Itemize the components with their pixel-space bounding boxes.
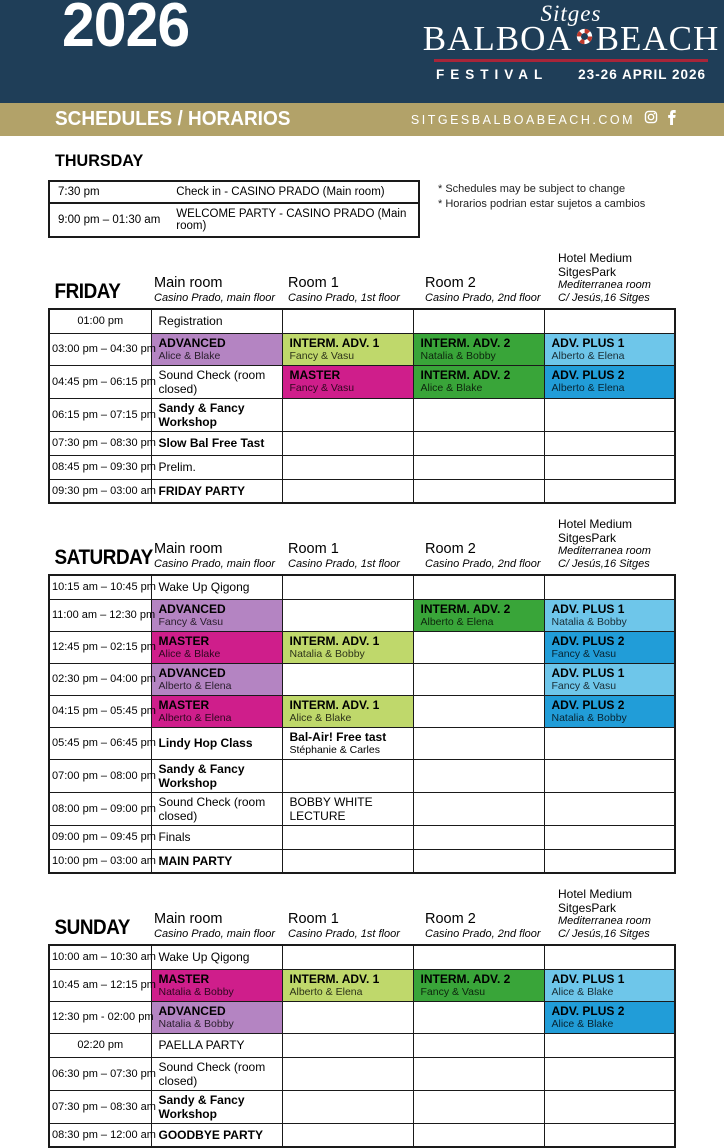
table-row <box>49 825 675 849</box>
time-cell: 08:00 pm – 09:00 pm <box>49 792 151 825</box>
column-room-detail: Casino Prado, main floor <box>154 558 276 570</box>
time-cell: 09:30 pm – 03:00 am <box>49 479 151 503</box>
class-cell <box>282 1123 413 1147</box>
class-title: Sound Check (room closed) <box>158 1059 266 1088</box>
class-cell <box>151 1033 282 1057</box>
column-room-name: Room 1 <box>288 541 339 557</box>
time-cell: 02:30 pm – 04:00 pm <box>49 663 151 695</box>
column-room-detail: Casino Prado, 1st floor <box>288 558 400 570</box>
class-title: INTERM. ADV. 2 <box>420 971 511 986</box>
class-title: Finals <box>158 830 191 844</box>
time-cell: 04:15 pm – 05:45 pm <box>49 695 151 727</box>
class-cell <box>151 1090 282 1123</box>
class-title: Sound Check (room closed) <box>158 794 266 823</box>
schedules-bar <box>0 103 724 136</box>
class-title: ADV. PLUS 1 <box>551 601 625 616</box>
class-cell <box>413 759 544 792</box>
table-row <box>49 398 675 431</box>
column-header <box>152 911 286 941</box>
class-title: INTERM. ADV. 1 <box>289 697 380 712</box>
column-header <box>556 887 678 941</box>
class-cell <box>151 398 282 431</box>
class-cell <box>413 1001 544 1033</box>
class-teachers: Alberto & Elena <box>289 985 363 998</box>
class-title: Sandy & Fancy Workshop <box>158 400 245 429</box>
time-cell: 7:30 pm <box>58 186 100 198</box>
class-cell <box>544 825 675 849</box>
class-cell <box>151 599 282 631</box>
class-teachers: Alice & Blake <box>289 711 352 724</box>
class-cell <box>413 663 544 695</box>
class-cell <box>282 599 413 631</box>
schedule-notes <box>438 182 645 212</box>
class-title: PAELLA PARTY <box>158 1038 245 1052</box>
column-room-name: Main room <box>154 275 223 291</box>
column-room-name: Room 1 <box>288 911 339 927</box>
day-header-row <box>48 251 676 308</box>
table-row <box>49 727 675 759</box>
class-title: Wake Up Qigong <box>158 950 250 965</box>
class-title: INTERM. ADV. 2 <box>420 601 511 616</box>
class-teachers: Fancy & Vasu <box>289 382 355 394</box>
class-cell <box>282 792 413 825</box>
class-teachers: Stéphanie & Carles <box>289 743 380 756</box>
column-room-detail: C/ Jesús,16 Sitges <box>558 292 650 304</box>
class-cell <box>544 695 675 727</box>
class-cell <box>413 792 544 825</box>
class-title: ADV. PLUS 2 <box>551 368 625 382</box>
festival-dates: 23-26 APRIL 2026 <box>578 66 706 82</box>
class-cell <box>413 431 544 455</box>
class-cell <box>544 969 675 1001</box>
time-cell: 07:30 pm – 08:30 am <box>49 1090 151 1123</box>
class-cell <box>282 431 413 455</box>
logo-festival-label: FESTIVAL <box>436 66 549 82</box>
class-title: Sandy & Fancy Workshop <box>158 761 245 790</box>
day-schedule-table <box>48 944 676 1148</box>
class-title: Prelim. <box>158 460 196 474</box>
class-cell <box>413 695 544 727</box>
class-cell <box>413 1090 544 1123</box>
class-cell <box>151 431 282 455</box>
column-venue-name: Hotel Medium SitgesPark <box>558 517 633 545</box>
class-title: Registration <box>158 314 223 329</box>
logo-word-beach: BEACH <box>595 19 720 58</box>
class-title: ADV. PLUS 2 <box>551 697 625 712</box>
class-cell <box>544 309 675 333</box>
day-title-saturday: SATURDAY <box>54 546 153 569</box>
column-room-detail: Casino Prado, main floor <box>154 928 276 940</box>
class-title: INTERM. ADV. 2 <box>420 335 511 350</box>
class-title: ADV. PLUS 1 <box>551 971 625 986</box>
year-title: 2026 <box>62 0 190 60</box>
class-teachers: Alberto & Elena <box>158 711 232 724</box>
time-cell: 06:15 pm – 07:15 pm <box>49 398 151 431</box>
class-cell <box>282 631 413 663</box>
column-header <box>286 911 423 941</box>
schedules-title: SCHEDULES / HORARIOS <box>55 108 291 130</box>
logo-red-rule <box>434 59 708 62</box>
class-cell <box>544 727 675 759</box>
class-cell <box>544 431 675 455</box>
class-teachers: Natalia & Bobby <box>158 1017 234 1030</box>
column-room-detail: Casino Prado, 2nd floor <box>425 292 541 304</box>
class-cell <box>544 631 675 663</box>
time-cell: 03:00 pm – 04:30 pm <box>49 333 151 365</box>
table-row <box>49 1090 675 1123</box>
class-title: Bal-Air! Free tast <box>289 729 387 744</box>
column-venue-name: Hotel Medium SitgesPark <box>558 251 633 279</box>
table-row <box>49 792 675 825</box>
class-cell <box>544 1090 675 1123</box>
class-cell <box>413 945 544 969</box>
instagram-icon[interactable] <box>644 110 658 129</box>
table-row <box>49 181 419 203</box>
class-title: MASTER <box>158 697 210 712</box>
column-header <box>286 275 423 305</box>
class-cell <box>544 479 675 503</box>
class-title: Sound Check (room closed) <box>158 367 266 396</box>
class-cell <box>544 398 675 431</box>
class-cell <box>413 599 544 631</box>
website-link[interactable]: SITGESBALBOABEACH.COM <box>410 112 635 127</box>
class-cell <box>413 575 544 599</box>
column-room-detail: Casino Prado, 2nd floor <box>425 558 541 570</box>
time-cell: 09:00 pm – 09:45 pm <box>49 825 151 849</box>
day-title-friday: FRIDAY <box>54 280 121 303</box>
column-header <box>556 251 678 305</box>
class-cell <box>544 849 675 873</box>
time-cell: 01:00 pm <box>49 309 151 333</box>
lifebuoy-icon <box>576 15 593 53</box>
class-cell <box>544 575 675 599</box>
class-title: ADV. PLUS 2 <box>551 1003 625 1018</box>
class-cell <box>282 365 413 398</box>
class-teachers: Alberto & Elena <box>551 382 625 394</box>
class-cell <box>544 945 675 969</box>
time-cell: 07:30 pm – 08:30 pm <box>49 431 151 455</box>
table-row <box>49 431 675 455</box>
class-cell <box>544 1057 675 1090</box>
class-cell <box>544 365 675 398</box>
class-cell <box>151 1123 282 1147</box>
festival-logo <box>422 1 720 82</box>
class-cell <box>413 849 544 873</box>
class-cell <box>282 455 413 479</box>
class-cell <box>151 333 282 365</box>
class-cell <box>413 1033 544 1057</box>
class-cell <box>282 1090 413 1123</box>
class-cell <box>151 727 282 759</box>
column-venue-name: Hotel Medium SitgesPark <box>558 887 633 915</box>
time-cell: 07:00 pm – 08:00 pm <box>49 759 151 792</box>
column-room-name: Room 2 <box>425 541 476 557</box>
column-room-detail: Casino Prado, 1st floor <box>288 928 400 940</box>
class-cell <box>282 663 413 695</box>
table-row <box>49 631 675 663</box>
class-cell <box>282 398 413 431</box>
time-cell: 12:30 pm - 02:00 pm <box>49 1001 151 1033</box>
table-row <box>49 849 675 873</box>
day-schedule-table <box>48 308 676 504</box>
day-header-row <box>48 887 676 944</box>
column-room-name: Main room <box>154 911 223 927</box>
logo-word-balboa: BALBOA <box>422 19 573 58</box>
table-row <box>49 479 675 503</box>
class-cell <box>544 759 675 792</box>
class-cell <box>151 792 282 825</box>
class-title: ADVANCED <box>158 601 226 616</box>
class-title: Slow Bal Free Tast <box>158 436 265 450</box>
column-header <box>556 517 678 571</box>
class-cell <box>282 825 413 849</box>
class-teachers: Alice & Blake <box>551 985 614 998</box>
class-title: GOODBYE PARTY <box>158 1127 263 1142</box>
day-section-saturday <box>48 517 676 874</box>
column-header <box>423 911 556 941</box>
class-cell <box>151 663 282 695</box>
column-header <box>286 541 423 571</box>
class-teachers: Natalia & Bobby <box>158 985 234 998</box>
table-row <box>49 455 675 479</box>
class-teachers: Natalia & Bobby <box>289 647 365 660</box>
table-row <box>49 575 675 599</box>
class-title: Sandy & Fancy Workshop <box>158 1092 245 1121</box>
class-cell <box>544 792 675 825</box>
thursday-section <box>48 151 676 238</box>
class-cell <box>151 365 282 398</box>
class-cell <box>413 727 544 759</box>
class-teachers: Fancy & Vasu <box>551 647 617 660</box>
column-header <box>152 541 286 571</box>
table-row <box>49 1033 675 1057</box>
column-room-name: Room 2 <box>425 911 476 927</box>
class-cell <box>413 333 544 365</box>
class-title: ADV. PLUS 2 <box>551 633 625 648</box>
class-title: ADVANCED <box>158 665 226 680</box>
class-teachers: Alice & Blake <box>158 349 221 362</box>
class-teachers: Alberto & Elena <box>158 679 232 692</box>
class-title: BOBBY WHITE LECTURE <box>289 794 373 823</box>
class-teachers: Fancy & Vasu <box>158 615 224 628</box>
column-room-detail: Casino Prado, 1st floor <box>288 292 400 304</box>
column-room-detail: Casino Prado, main floor <box>154 292 276 304</box>
class-cell <box>282 945 413 969</box>
note-line: * Horarios podrian estar sujetos a cambios <box>438 198 646 210</box>
class-cell <box>413 455 544 479</box>
class-title: INTERM. ADV. 1 <box>289 971 380 986</box>
class-cell <box>282 727 413 759</box>
class-title: ADV. PLUS 1 <box>551 665 625 680</box>
class-title: INTERM. ADV. 2 <box>420 368 511 382</box>
class-cell <box>151 759 282 792</box>
table-row <box>49 309 675 333</box>
class-teachers: Alberto & Elena <box>420 615 494 628</box>
column-room-detail: Mediterranea room <box>558 545 651 557</box>
class-teachers: Alice & Blake <box>551 1017 614 1030</box>
class-cell <box>544 455 675 479</box>
class-title: INTERM. ADV. 1 <box>289 633 380 648</box>
event-cell: Check in - CASINO PRADO (Main room) <box>176 186 385 198</box>
class-cell <box>151 969 282 1001</box>
day-section-friday <box>48 251 676 504</box>
class-title: ADV. PLUS 1 <box>551 335 625 350</box>
class-cell <box>413 631 544 663</box>
class-cell <box>544 1033 675 1057</box>
class-cell <box>151 1057 282 1090</box>
class-cell <box>544 599 675 631</box>
class-title: ADVANCED <box>158 335 226 350</box>
table-row <box>49 333 675 365</box>
class-teachers: Natalia & Bobby <box>420 349 496 362</box>
class-cell <box>151 631 282 663</box>
class-title: MASTER <box>289 368 341 382</box>
time-cell: 10:15 am – 10:45 pm <box>49 575 151 599</box>
class-title: MASTER <box>158 633 210 648</box>
class-title: INTERM. ADV. 1 <box>289 335 380 350</box>
class-cell <box>282 969 413 1001</box>
logo-balboa-beach <box>422 19 720 58</box>
column-room-detail: Casino Prado, 2nd floor <box>425 928 541 940</box>
class-cell <box>544 1001 675 1033</box>
class-cell <box>151 825 282 849</box>
table-row <box>49 695 675 727</box>
class-teachers: Alice & Blake <box>420 382 483 394</box>
table-row <box>49 1057 675 1090</box>
class-teachers: Natalia & Bobby <box>551 615 627 628</box>
time-cell: 04:45 pm – 06:15 pm <box>49 365 151 398</box>
thursday-table <box>48 180 420 238</box>
column-room-name: Room 2 <box>425 275 476 291</box>
time-cell: 06:30 pm – 07:30 pm <box>49 1057 151 1090</box>
table-row <box>49 1001 675 1033</box>
class-title: Wake Up Qigong <box>158 580 250 595</box>
class-cell <box>413 398 544 431</box>
class-cell <box>544 663 675 695</box>
note-line: * Schedules may be subject to change <box>438 183 626 195</box>
table-row <box>49 1123 675 1147</box>
class-cell <box>282 309 413 333</box>
column-room-detail: Mediterranea room <box>558 279 651 291</box>
class-cell <box>282 695 413 727</box>
class-cell <box>282 849 413 873</box>
class-cell <box>544 333 675 365</box>
class-cell <box>413 1123 544 1147</box>
time-cell: 02:20 pm <box>49 1033 151 1057</box>
column-room-detail: C/ Jesús,16 Sitges <box>558 558 650 570</box>
time-cell: 9:00 pm – 01:30 am <box>49 203 168 237</box>
class-cell <box>151 1001 282 1033</box>
day-title-sunday: SUNDAY <box>54 916 130 939</box>
class-teachers: Alice & Blake <box>158 647 221 660</box>
day-section-sunday <box>48 887 676 1148</box>
time-cell: 10:00 am – 10:30 am <box>49 945 151 969</box>
class-cell <box>282 479 413 503</box>
table-row <box>49 203 419 237</box>
class-title: MAIN PARTY <box>158 853 233 868</box>
column-room-name: Main room <box>154 541 223 557</box>
day-header-row <box>48 517 676 574</box>
class-cell <box>151 695 282 727</box>
column-header <box>423 541 556 571</box>
class-teachers: Fancy & Vasu <box>551 679 617 692</box>
class-cell <box>151 455 282 479</box>
class-cell <box>282 1033 413 1057</box>
time-cell: 05:45 pm – 06:45 pm <box>49 727 151 759</box>
class-title: Lindy Hop Class <box>158 736 253 750</box>
table-row <box>49 969 675 1001</box>
table-row <box>49 365 675 398</box>
class-cell <box>151 309 282 333</box>
class-cell <box>151 849 282 873</box>
event-cell: WELCOME PARTY - CASINO PRADO (Main room) <box>168 203 419 237</box>
time-cell: 08:45 pm – 09:30 pm <box>49 455 151 479</box>
class-cell <box>282 575 413 599</box>
class-teachers: Natalia & Bobby <box>551 711 627 724</box>
class-cell <box>413 969 544 1001</box>
column-header <box>423 275 556 305</box>
table-row <box>49 945 675 969</box>
class-cell <box>282 1057 413 1090</box>
class-cell <box>413 309 544 333</box>
time-cell: 11:00 am – 12:30 pm <box>49 599 151 631</box>
class-cell <box>544 1123 675 1147</box>
class-teachers: Fancy & Vasu <box>420 985 486 998</box>
header-banner <box>0 0 724 103</box>
class-teachers: Fancy & Vasu <box>289 349 355 362</box>
day-schedule-table <box>48 574 676 874</box>
column-header <box>152 275 286 305</box>
facebook-icon[interactable] <box>667 110 676 130</box>
class-cell <box>413 1057 544 1090</box>
class-cell <box>282 1001 413 1033</box>
class-cell <box>413 825 544 849</box>
time-cell: 10:00 pm – 03:00 am <box>49 849 151 873</box>
class-cell <box>151 479 282 503</box>
class-title: FRIDAY PARTY <box>158 483 245 498</box>
table-row <box>49 599 675 631</box>
class-cell <box>282 333 413 365</box>
day-title-thursday: THURSDAY <box>55 151 144 170</box>
column-room-name: Room 1 <box>288 275 339 291</box>
table-row <box>49 663 675 695</box>
class-title: MASTER <box>158 971 210 986</box>
table-row <box>49 759 675 792</box>
column-room-detail: Mediterranea room <box>558 915 651 927</box>
time-cell: 12:45 pm – 02:15 pm <box>49 631 151 663</box>
time-cell: 10:45 am – 12:15 pm <box>49 969 151 1001</box>
class-title: ADVANCED <box>158 1003 226 1018</box>
logo-sitges-script: Sitges <box>540 1 602 26</box>
column-room-detail: C/ Jesús,16 Sitges <box>558 928 650 940</box>
class-cell <box>413 365 544 398</box>
class-cell <box>151 945 282 969</box>
class-cell <box>282 759 413 792</box>
class-cell <box>151 575 282 599</box>
time-cell: 08:30 pm – 12:00 am <box>49 1123 151 1147</box>
class-teachers: Alberto & Elena <box>551 349 625 362</box>
class-cell <box>413 479 544 503</box>
